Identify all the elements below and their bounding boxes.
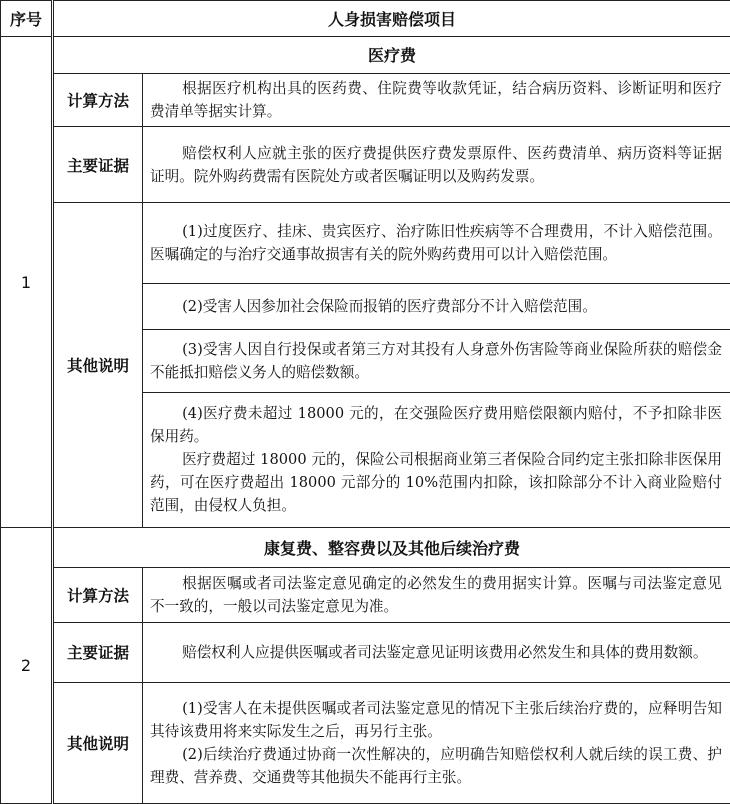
note-item: (3)受害人因自行投保或者第三方对其投有人身意外伤害险等商业保险所获的赔偿金不能抵扣赔偿义务人的赔偿数额。 [143, 330, 730, 392]
header-seq: 序号 [1, 1, 53, 37]
note-item: (1)受害人在未提供医嘱或者司法鉴定意见的情况下主张后续治疗费的，应释明告知其待该费用将来实际发生之后，再另行主张。 (2)后续治疗费通过协商一次性解决的，应明确告知赔偿权利人就后续的误工费、护理费、营养费、交通费等其他损失不能再行主张。 [143, 683, 730, 804]
table-row [1, 683, 730, 804]
seq-cell: 1 [1, 37, 53, 528]
seq-cell: 2 [1, 527, 53, 803]
note-item: (1)过度医疗、挂床、贵宾医疗、治疗陈旧性疾病等不合理费用，不计入赔偿范围。医嘱确定的与治疗交通事故损害有关的院外购药费用可以计入赔偿范围。 [143, 203, 730, 284]
category-row [1, 527, 730, 567]
evidence-label: 主要证据 [53, 126, 143, 203]
calc-method-text: 根据医疗机构出具的医药费、住院费等收款凭证，结合病历资料、诊断证明和医疗费清单等据实计算。 [143, 73, 730, 126]
note-item: (4)医疗费未超过 18000 元的，在交强险医疗费用赔偿限额内赔付，不予扣除非医保用药。 医疗费超过 18000 元的，保险公司根据商业第三者保险合同约定主张扣除非医保用药，可在医疗费超出 18000 元部分的 10%范围内扣除，该扣除部分不计入商业险赔付范围，由侵权人负担。 [143, 392, 730, 527]
table-row [1, 622, 730, 682]
table-row [1, 73, 730, 126]
evidence-text: 赔偿权利人应就主张的医疗费提供医疗费发票原件、医药费清单、病历资料等证据证明。院外购药费需有医院处方或者医嘱证明以及购药发票。 [143, 126, 730, 203]
category-title: 康复费、整容费以及其他后续治疗费 [53, 527, 730, 567]
calc-method-label: 计算方法 [53, 568, 143, 622]
evidence-text: 赔偿权利人应提供医嘱或者司法鉴定意见证明该费用必然发生和具体的费用数额。 [143, 622, 730, 682]
table-header-row [1, 1, 730, 37]
evidence-label: 主要证据 [53, 622, 143, 682]
table-row [1, 126, 730, 203]
note-item: (2)受害人因参加社会保险而报销的医疗费部分不计入赔偿范围。 [143, 284, 730, 330]
other-notes-label: 其他说明 [53, 203, 143, 527]
table-row [1, 203, 730, 284]
table-row [1, 568, 730, 622]
category-title: 医疗费 [53, 37, 730, 73]
calc-method-text: 根据医嘱或者司法鉴定意见确定的必然发生的费用据实计算。医嘱与司法鉴定意见不一致的，一般以司法鉴定意见为准。 [143, 568, 730, 622]
header-title: 人身损害赔偿项目 [53, 1, 730, 37]
category-row [1, 37, 730, 73]
calc-method-label: 计算方法 [53, 73, 143, 126]
other-notes-label: 其他说明 [53, 683, 143, 804]
